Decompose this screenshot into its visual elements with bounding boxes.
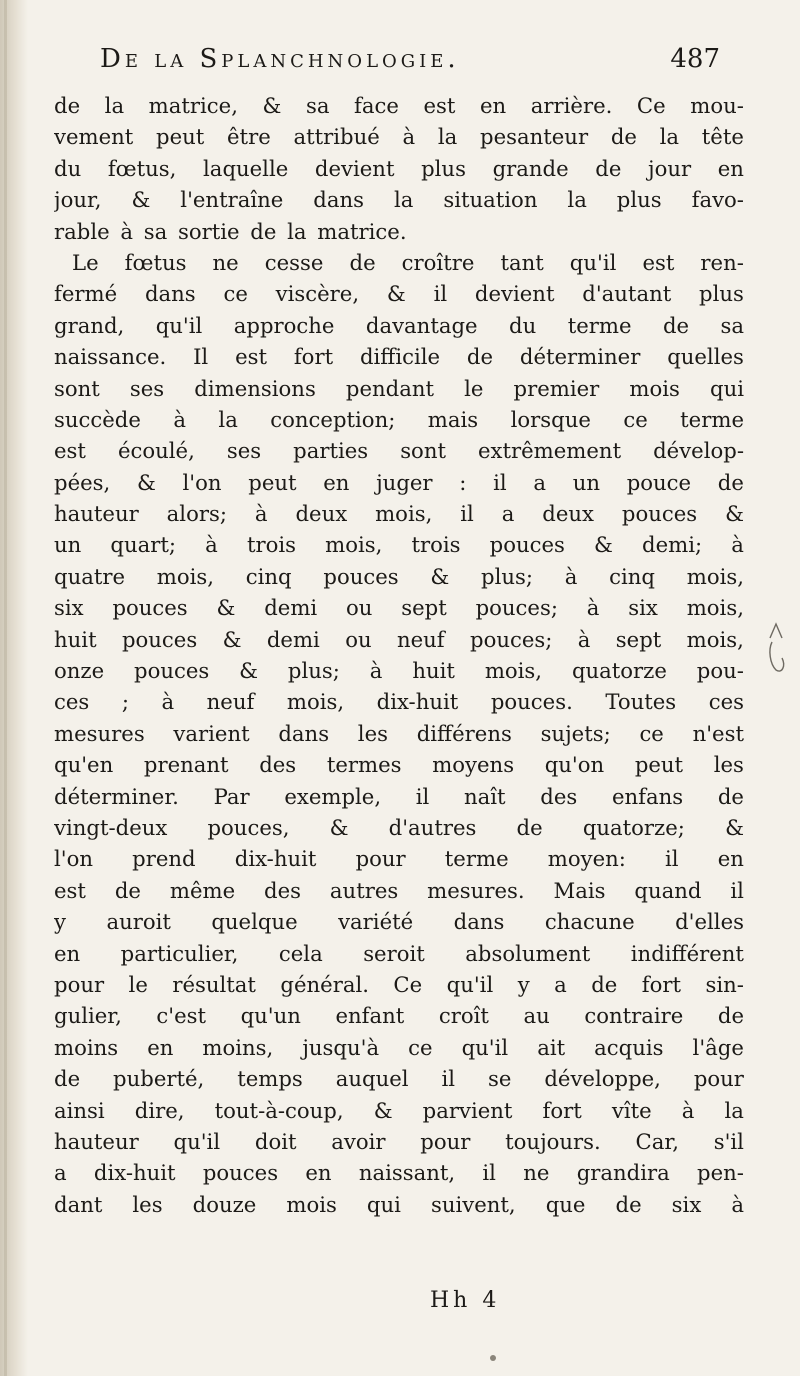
text-line: gulier, c'est qu'un enfant croît au contraire de [54,1003,744,1029]
text-line: pées, & l'on peut en juger : il a un pouce de [54,469,744,495]
binding-edge [4,0,7,1376]
text-line: six pouces & demi ou sept pouces; à six mois, [54,595,744,621]
text-line: un quart; à trois mois, trois pouces & demi; à [54,532,744,558]
text-line: de la matrice, & sa face est en arrière. Ce mou- [54,93,744,118]
text-line: de puberté, temps auquel il se développe, pour [54,1066,744,1092]
signature-mark: Hh 4 [430,1288,501,1313]
text-line: naissance. Il est fort difficile de déterminer quelles [54,344,744,370]
text-line: mesures varient dans les différens sujets; ce n'est [54,720,744,746]
text-line: onze pouces & plus; à huit mois, quatorze pou- [54,658,744,684]
text-line: est écoulé, ses parties sont extrêmement dévelop- [54,438,744,464]
body-text [54,90,744,1220]
text-line: grand, qu'il approche davantage du terme de sa [54,312,744,338]
text-line: déterminer. Par exemple, il naît des enfans de [54,783,744,809]
text-line: du fœtus, laquelle devient plus grande de jour en [54,155,744,181]
text-line: quatre mois, cinq pouces & plus; à cinq mois, [54,563,744,589]
text-line: hauteur alors; à deux mois, il a deux pouces & [54,501,744,527]
text-line: pour le résultat général. Ce qu'il y a de fort sin- [54,971,744,997]
running-title: De la Splanchnologie. [100,44,460,74]
ink-speck [490,1355,496,1361]
text-line: vingt-deux pouces, & d'autres de quatorze; & [54,814,744,840]
text-line: en particulier, cela seroit absolument indifférent [54,940,744,966]
text-line: sont ses dimensions pendant le premier mois qui [54,375,744,401]
text-line: huit pouces & demi ou neuf pouces; à sept mois, [54,626,744,652]
text-line: Le fœtus ne cesse de croître tant qu'il est ren- [72,249,744,275]
text-line: hauteur qu'il doit avoir pour toujours. Car, s'il [54,1128,744,1154]
text-line: dant les douze mois qui suivent, que de six à [54,1191,744,1217]
page-number: 487 [670,44,720,74]
text-line: jour, & l'entraîne dans la situation la plus favo- [54,187,744,213]
text-line: vement peut être attribué à la pesanteur de la tête [54,124,744,150]
text-line: est de même des autres mesures. Mais quand il [54,877,744,903]
text-line: a dix-huit pouces en naissant, il ne grandira pen- [54,1160,744,1186]
text-line: ainsi dire, tout-à-coup, & parvient fort vîte à la [54,1097,744,1123]
text-line: moins en moins, jusqu'à ce qu'il ait acquis l'âge [54,1034,744,1060]
text-line: y auroit quelque variété dans chacune d'elles [54,909,744,935]
text-line: rable à sa sortie de la matrice. [54,218,407,244]
text-line: fermé dans ce viscère, & il devient d'autant plus [54,281,744,307]
text-line: qu'en prenant des termes moyens qu'on peut les [54,752,744,778]
margin-pencil-mark [762,620,792,680]
text-line: succède à la conception; mais lorsque ce terme [54,406,744,432]
text-line: ces ; à neuf mois, dix-huit pouces. Toutes ces [54,689,744,715]
text-line: l'on prend dix-huit pour terme moyen: il en [54,846,744,872]
page-header [100,44,720,88]
